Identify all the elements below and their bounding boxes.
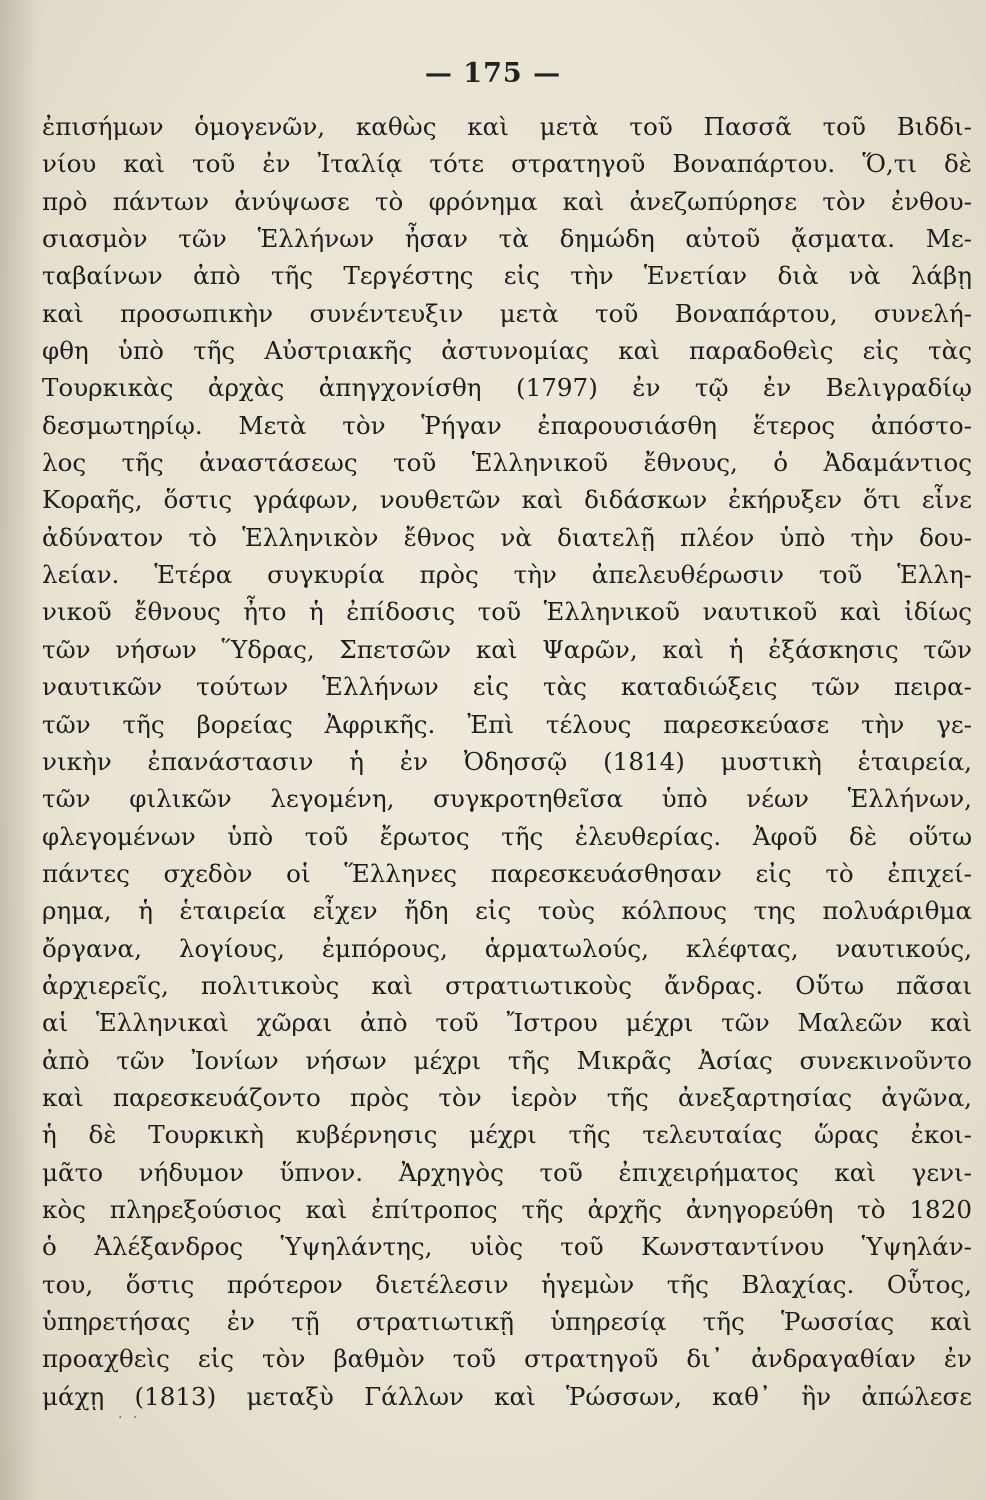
text-line: ταβαίνων ἀπὸ τῆς Τεργέστης εἰς τὴν Ἑνετίαν διὰ νὰ λάβῃ bbox=[42, 261, 972, 291]
text-line: του, ὅστις πρότερον διετέλεσιν ἡγεμὼν τῆς Βλαχίας. Οὗτος, bbox=[42, 1269, 972, 1299]
text-line: σιασμὸν τῶν Ἑλλήνων ἦσαν τὰ δημώδη αὐτοῦ ᾄσματα. Με- bbox=[42, 224, 972, 254]
text-line: αἱ Ἑλληνικαὶ χῶραι ἀπὸ τοῦ Ἴστρου μέχρι τῶν Μαλεῶν καὶ bbox=[42, 1008, 972, 1038]
text-line: ναυτικῶν τούτων Ἑλλήνων εἰς τὰς καταδιώξεις τῶν πειρα- bbox=[42, 672, 972, 702]
text-line: νικοῦ ἔθνους ἦτο ἡ ἐπίδοσις τοῦ Ἑλληνικοῦ ναυτικοῦ καὶ ἰδίως bbox=[42, 597, 972, 627]
page-number: — 175 — bbox=[424, 58, 562, 89]
text-line: ὄργανα, λογίους, ἐμπόρους, ἁρματωλούς, κλέφτας, ναυτικούς, bbox=[42, 933, 972, 963]
text-line: τῶν τῆς βορείας Ἀφρικῆς. Ἐπὶ τέλους παρεσκεύασε τὴν γε- bbox=[42, 709, 972, 739]
text-line: νικὴν ἐπανάστασιν ἡ ἐν Ὀδησσῷ (1814) μυστικὴ ἑταιρεία, bbox=[42, 746, 972, 776]
text-line: λείαν. Ἑτέρα συγκυρία πρὸς τὴν ἀπελευθέρωσιν τοῦ Ἑλλη- bbox=[42, 560, 972, 590]
text-line: τῶν νήσων Ὕδρας, Σπετσῶν καὶ Ψαρῶν, καὶ ἡ ἐξάσκησις τῶν bbox=[42, 634, 972, 664]
binding-shadow bbox=[0, 0, 40, 1500]
text-line: ἀρχιερεῖς, πολιτικοὺς καὶ στρατιωτικοὺς ἄνδρας. Οὕτω πᾶσαι bbox=[42, 970, 972, 1000]
text-line: μάχῃ (1813) μεταξὺ Γάλλων καὶ Ῥώσσων, καθ᾽ ἣν ἀπώλεσε bbox=[42, 1381, 972, 1411]
text-line: φλεγομένων ὑπὸ τοῦ ἔρωτος τῆς ἐλευθερίας. Ἀφοῦ δὲ οὕτω bbox=[42, 821, 972, 851]
text-line: νίου καὶ τοῦ ἐν Ἰταλίᾳ τότε στρατηγοῦ Βοναπάρτου. Ὅ,τι δὲ bbox=[42, 149, 972, 179]
text-line: ἡ δὲ Τουρκικὴ κυβέρνησις μέχρι τῆς τελευταίας ὥρας ἐκοι- bbox=[42, 1120, 972, 1150]
text-line: καὶ παρεσκευάζοντο πρὸς τὸν ἱερὸν τῆς ἀνεξαρτησίας ἀγῶνα, bbox=[42, 1082, 972, 1112]
text-line: κὸς πληρεξούσιος καὶ ἐπίτροπος τῆς ἀρχῆς ἀνηγορεύθη τὸ 1820 bbox=[42, 1194, 972, 1224]
text-line: φθη ὑπὸ τῆς Αὐστριακῆς ἀστυνομίας καὶ παραδοθεὶς εἰς τὰς bbox=[42, 336, 972, 366]
text-line: ρημα, ἡ ἑταιρεία εἶχεν ἤδη εἰς τοὺς κόλπους της πολυάριθμα bbox=[42, 896, 972, 926]
body-text bbox=[42, 108, 972, 1415]
text-line: ἀπὸ τῶν Ἰονίων νήσων μέχρι τῆς Μικρᾶς Ἀσίας συνεκινοῦντο bbox=[42, 1045, 972, 1075]
text-line: ἀδύνατον τὸ Ἑλληνικὸν ἔθνος νὰ διατελῇ πλέον ὑπὸ τὴν δου- bbox=[42, 522, 972, 552]
text-line: προαχθεὶς εἰς τὸν βαθμὸν τοῦ στρατηγοῦ δι᾽ ἀνδραγαθίαν ἐν bbox=[42, 1344, 972, 1374]
text-line: πάντες σχεδὸν οἱ Ἕλληνες παρεσκευάσθησαν εἰς τὸ ἐπιχεί- bbox=[42, 858, 972, 888]
stray-marks: · · bbox=[118, 1410, 141, 1426]
text-line: δεσμωτηρίῳ. Μετὰ τὸν Ῥήγαν ἐπαρουσιάσθη ἕτερος ἀπόστο- bbox=[42, 410, 972, 440]
text-line: Τουρκικὰς ἀρχὰς ἀπηγχονίσθη (1797) ἐν τῷ ἐν Βελιγραδίῳ bbox=[42, 373, 972, 403]
text-line: λος τῆς ἀναστάσεως τοῦ Ἑλληνικοῦ ἔθνους, ὁ Ἀδαμάντιος bbox=[42, 448, 972, 478]
text-line: μᾶτο νήδυμον ὕπνον. Ἀρχηγὸς τοῦ ἐπιχειρήματος καὶ γενι- bbox=[42, 1157, 972, 1187]
text-line: ὁ Ἀλέξανδρος Ὑψηλάντης, υἱὸς τοῦ Κωνσταντίνου Ὑψηλάν- bbox=[42, 1232, 972, 1262]
text-line: καὶ προσωπικὴν συνέντευξιν μετὰ τοῦ Βοναπάρτου, συνελή- bbox=[42, 298, 972, 328]
text-line: τῶν φιλικῶν λεγομένη, συγκροτηθεῖσα ὑπὸ νέων Ἑλλήνων, bbox=[42, 784, 972, 814]
text-line: ὑπηρετήσας ἐν τῇ στρατιωτικῇ ὑπηρεσίᾳ τῆς Ῥωσσίας καὶ bbox=[42, 1307, 972, 1336]
text-line: Κοραῆς, ὅστις γράφων, νουθετῶν καὶ διδάσκων ἐκήρυξεν ὅτι εἶνε bbox=[42, 485, 972, 515]
text-line: ἐπισήμων ὁμογενῶν, καθὼς καὶ μετὰ τοῦ Πασσᾶ τοῦ Βιδδι- bbox=[42, 112, 972, 141]
text-line: πρὸ πάντων ἀνύψωσε τὸ φρόνημα καὶ ἀνεζωπύρησε τὸν ἐνθου- bbox=[42, 186, 972, 216]
